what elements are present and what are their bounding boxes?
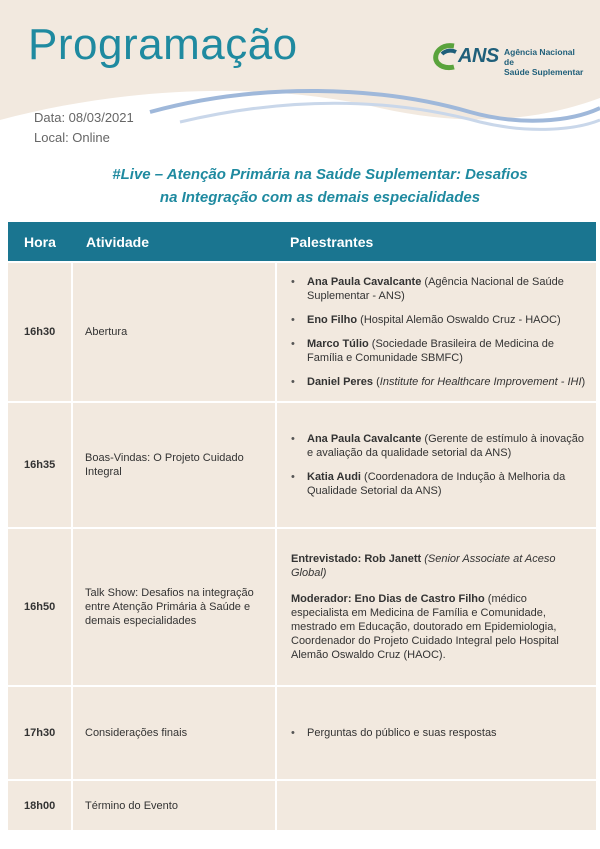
row-activity: Término do Evento <box>72 780 276 830</box>
speaker-item: • Marco Túlio (Sociedade Brasileira de Medicina de Família e Comunidade SBMFC) <box>291 337 586 365</box>
row-speakers <box>276 262 596 402</box>
row-time: 16h35 <box>8 402 72 528</box>
row-activity: Talk Show: Desafios na integração entre Atenção Primária à Saúde e demais especialidades <box>72 528 276 686</box>
row-activity: Abertura <box>72 262 276 402</box>
speaker-item: • Ana Paula Cavalcante (Agência Nacional de Saúde Suplementar - ANS) <box>291 275 586 303</box>
row-speakers <box>276 780 596 830</box>
column-header-palestrantes: Palestrantes <box>276 222 596 262</box>
speaker-item: • Eno Filho (Hospital Alemão Oswaldo Cruz - HAOC) <box>291 313 586 327</box>
row-speakers <box>276 402 596 528</box>
table-row <box>8 780 596 830</box>
table-row <box>8 686 596 780</box>
row-time: 17h30 <box>8 686 72 780</box>
table-row <box>8 528 596 686</box>
page-header <box>0 0 600 160</box>
table-header-row <box>8 222 596 262</box>
row-activity: Considerações finais <box>72 686 276 780</box>
table-row <box>8 262 596 402</box>
row-time: 16h50 <box>8 528 72 686</box>
row-speakers <box>276 528 596 686</box>
column-header-atividade: Atividade <box>72 222 276 262</box>
row-activity: Boas-Vindas: O Projeto Cuidado Integral <box>72 402 276 528</box>
moderator: Moderador: Eno Dias de Castro Filho (médico especialista em Medicina de Família e Comunidade, mestrado em Educação, doutorado em Epidemiologia, Coordenador do Projeto Cuidado Integral pelo Hospital Alemão Oswaldo Cruz (HAOC). <box>291 593 559 661</box>
row-speakers <box>276 686 596 780</box>
speaker-item: • Daniel Peres (Institute for Healthcare Improvement - IHI) <box>291 375 586 389</box>
speaker-item: • Ana Paula Cavalcante (Gerente de estímulo à inovação e avaliação da qualidade setorial da ANS) <box>291 432 586 460</box>
schedule-table <box>8 222 596 830</box>
row-time: 16h30 <box>8 262 72 402</box>
closing-item: • Perguntas do público e suas respostas <box>291 726 586 740</box>
ans-logo-brand: ANS <box>458 45 499 67</box>
row-time: 18h00 <box>8 780 72 830</box>
ans-logo-agency: Agência Nacional de Saúde Suplementar <box>504 47 584 77</box>
page-title: Programação <box>28 20 298 69</box>
event-date: Data: 08/03/2021 <box>34 110 134 125</box>
table-row <box>8 402 596 528</box>
event-headline-line1: #Live – Atenção Primária na Saúde Suplementar: Desafios <box>112 166 528 183</box>
interviewee: Entrevistado: Rob Janett (Senior Associate at Aceso Global) <box>291 553 556 579</box>
event-location: Local: Online <box>34 130 110 145</box>
ans-logo <box>432 42 582 76</box>
speaker-item: • Katia Audi (Coordenadora de Indução à Melhoria da Qualidade Setorial da ANS) <box>291 470 586 498</box>
event-headline-line2: na Integração com as demais especialidades <box>159 189 481 206</box>
column-header-hora: Hora <box>8 222 72 262</box>
